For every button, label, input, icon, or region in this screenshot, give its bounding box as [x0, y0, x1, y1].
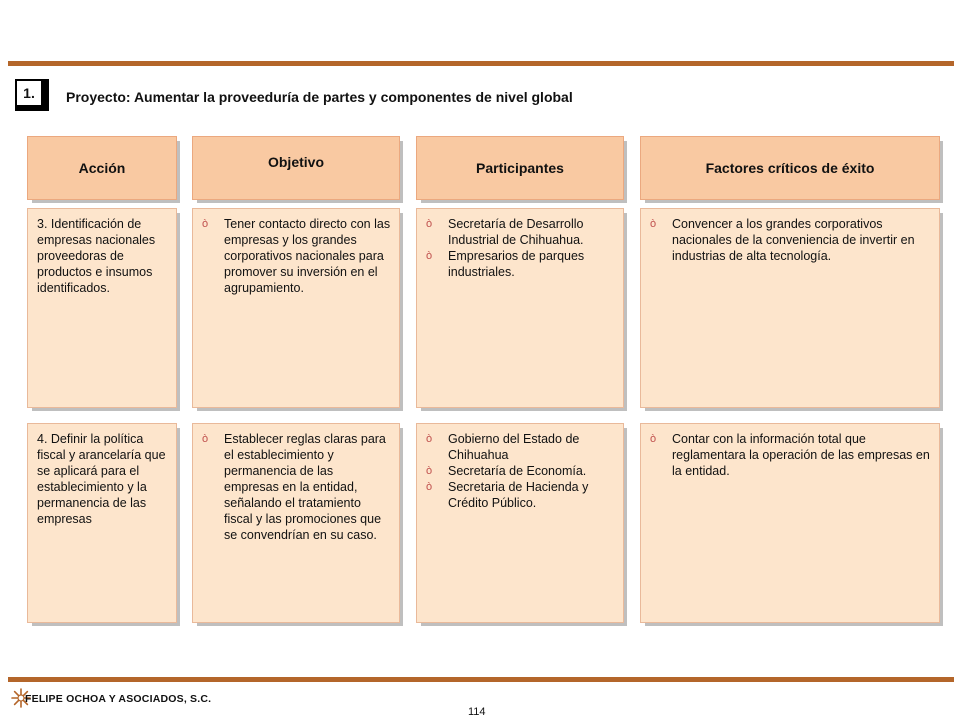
row1-factores-cell — [640, 208, 940, 408]
bullet-arrow-icon: ò — [426, 481, 433, 493]
list-item: ò Establecer reglas claras para el establecimiento y permanencia de las empresas en la entidad, señalando el tratamiento fiscal y las promociones que se convendrían en su caso. — [202, 432, 386, 542]
list-item: ò Convencer a los grandes corporativos nacionales de la conveniencia de invertir en industrias de alta tecnología. — [650, 217, 915, 263]
row2-accion-text: 4. Definir la política fiscal y arancelaría que se aplicará para el establecimiento y la permanencia de las empresas — [37, 432, 166, 526]
row2-factores-cell — [640, 423, 940, 623]
header-objetivo — [192, 136, 400, 200]
row2-accion-cell — [27, 423, 177, 623]
row1-accion-text: 3. Identificación de empresas nacionales proveedoras de productos e insumos identificados. — [37, 217, 156, 295]
slide-title: Proyecto: Aumentar la proveeduría de partes y componentes de nivel global — [66, 89, 573, 105]
row1-participantes-cell — [416, 208, 624, 408]
list-item: ò Secretaria de Hacienda y Crédito Público. — [426, 480, 589, 510]
header-participantes — [416, 136, 624, 200]
footer-company-name: FELIPE OCHOA Y ASOCIADOS, S.C. — [25, 693, 212, 705]
bullet-arrow-icon: ò — [426, 218, 433, 230]
header-accion-label: Acción — [78, 160, 126, 176]
row2-objetivo-cell — [192, 423, 400, 623]
row1-objetivo-cell — [192, 208, 400, 408]
bottom-rule — [8, 677, 954, 682]
header-accion — [27, 136, 177, 200]
bullet-arrow-icon: ò — [650, 433, 657, 445]
slide-number: 1. — [15, 79, 43, 107]
bullet-arrow-icon: ò — [426, 465, 433, 477]
header-participantes-label: Participantes — [476, 160, 564, 176]
header-factores-label: Factores críticos de éxito — [705, 160, 875, 176]
header-factores — [640, 136, 940, 200]
list-item: ò Secretaría de Desarrollo Industrial de Chihuahua. — [426, 217, 584, 247]
list-item: ò Contar con la información total que reglamentara la operación de las empresas en la entidad. — [650, 432, 930, 478]
header-objetivo-label: Objetivo — [267, 154, 324, 170]
row2-participantes-cell — [416, 423, 624, 623]
bullet-arrow-icon: ò — [426, 433, 433, 445]
bullet-arrow-icon: ò — [202, 218, 209, 230]
page-number: 114 — [468, 706, 486, 718]
list-item: ò Tener contacto directo con las empresas y los grandes corporativos nacionales para promover su inversión en el agrupamiento. — [202, 217, 391, 295]
bullet-arrow-icon: ò — [426, 250, 433, 262]
list-item: ò Secretaría de Economía. — [426, 464, 587, 478]
bullet-arrow-icon: ò — [202, 433, 209, 445]
top-rule — [8, 61, 954, 66]
list-item: ò Empresarios de parques industriales. — [426, 249, 585, 279]
list-item: ò Gobierno del Estado de Chihuahua — [426, 432, 580, 462]
slide-number-box — [15, 79, 49, 111]
bullet-arrow-icon: ò — [650, 218, 657, 230]
row1-accion-cell — [27, 208, 177, 408]
